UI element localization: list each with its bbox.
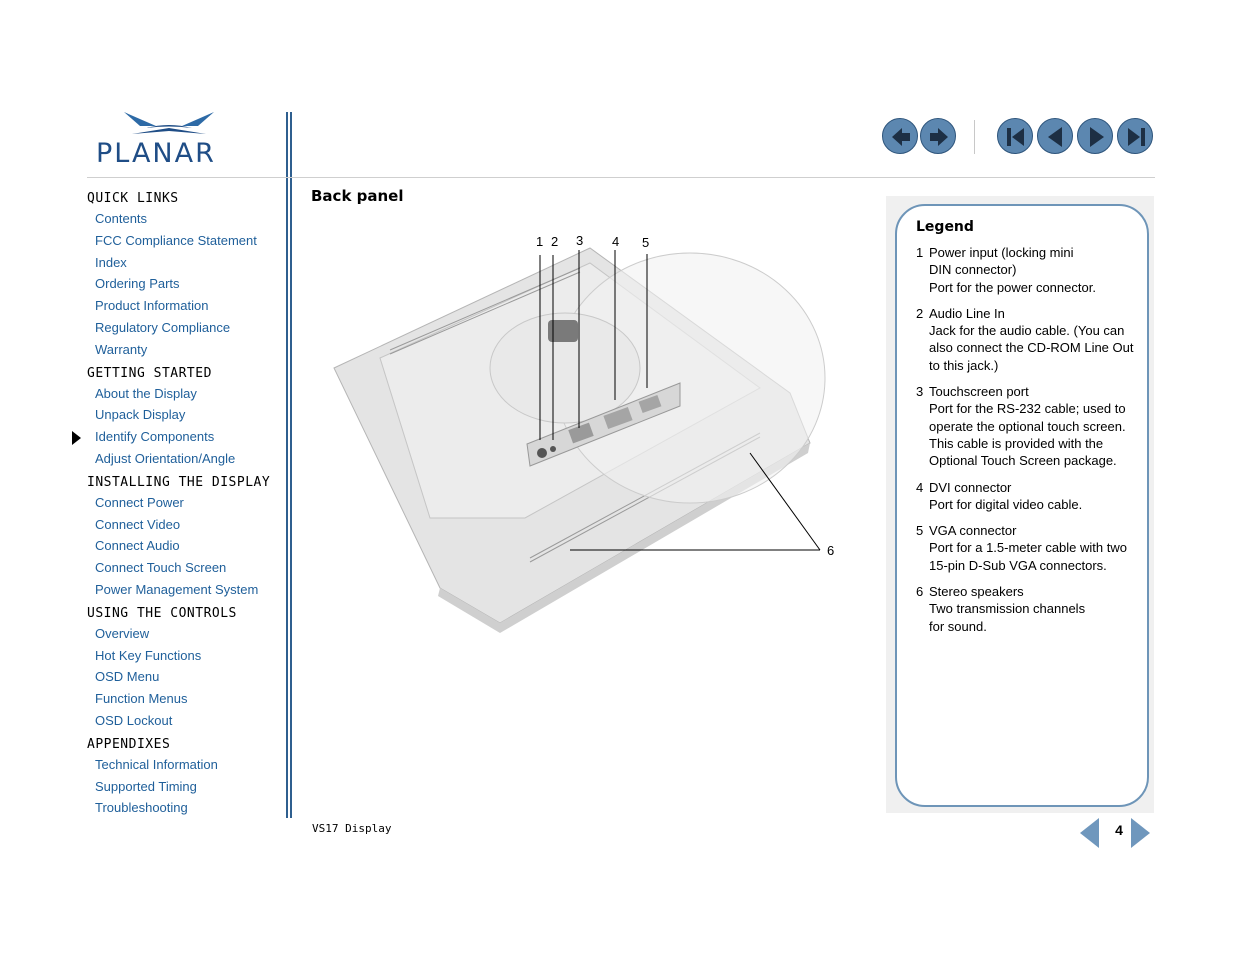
sidebar-divider-inner [290,112,292,818]
sidebar-divider [286,112,288,818]
legend-item-number: 1 [916,245,924,260]
header-divider [87,177,1155,178]
planar-logo [96,108,250,168]
sidebar-section-installing [87,474,282,601]
legend-item-number: 4 [916,479,924,495]
sidebar-link-hot-keys[interactable]: Hot Key Functions [95,647,202,663]
sidebar-link-identify-components[interactable]: Identify Components [95,429,215,445]
previous-page-button[interactable] [1037,118,1073,154]
sidebar-link-warranty[interactable]: Warranty [95,341,148,357]
sidebar-link-product-info[interactable]: Product Information [95,298,209,314]
sidebar-link-connect-audio[interactable]: Connect Audio [95,538,180,554]
sidebar-link-power-mgmt[interactable]: Power Management System [95,581,259,597]
back-panel-figure [320,228,850,638]
last-page-button[interactable] [1117,118,1153,154]
legend-item-desc: Port for the power connector. [929,279,1096,295]
legend-item-number: 2 [916,305,924,321]
sidebar-link-connect-video[interactable]: Connect Video [95,516,181,532]
section-title: USING THE CONTROLS [87,605,237,621]
footer-doc-title: VS17 Display [312,822,392,835]
nav-separator [974,120,975,154]
monitor-back-illustration [320,228,850,638]
sidebar-link-about-display[interactable]: About the Display [95,385,197,401]
legend-item-heading: Touchscreen port [929,384,1029,400]
sidebar-link-osd-menu[interactable]: OSD Menu [95,669,160,685]
legend-item-heading: Stereo speakers [929,584,1024,600]
right-arrow-icon [921,119,957,155]
sidebar-link-technical-info[interactable]: Technical Information [95,756,218,772]
history-back-button[interactable] [882,118,918,154]
legend-item [916,305,1138,374]
legend-item-desc: Port for the RS-232 cable; used to operate the optional touch screen. This cable is provided with the Optional Touch Screen package. [929,401,1126,469]
next-page-button[interactable] [1077,118,1113,154]
sidebar-link-fcc[interactable]: FCC Compliance Statement [95,232,257,248]
legend-item-number: 3 [916,384,924,400]
first-page-icon [998,119,1034,155]
sidebar-link-regulatory[interactable]: Regulatory Compliance [95,319,231,335]
first-page-button[interactable] [997,118,1033,154]
page-title: Back panel [311,187,404,205]
logo-mark-icon [96,108,250,140]
legend-list [916,244,1138,644]
sidebar [87,190,282,823]
legend-item-number: 5 [916,523,924,539]
sidebar-link-unpack[interactable]: Unpack Display [95,407,186,423]
legend-item [916,583,1138,635]
callout-6: 6 [827,543,835,558]
sidebar-link-index[interactable]: Index [95,254,127,270]
page-number: 4 [1115,822,1123,838]
callout-1: 1 [536,234,544,249]
legend-item [916,522,1138,574]
sidebar-link-overview[interactable]: Overview [95,625,150,641]
legend-item-desc: for sound. [929,618,987,634]
callout-3: 3 [576,233,584,248]
current-page-marker-icon [72,431,81,445]
sidebar-link-function-menus[interactable]: Function Menus [95,691,188,707]
legend-item-heading: VGA connector [929,523,1017,539]
section-title: GETTING STARTED [87,365,212,381]
previous-page-icon [1038,119,1074,155]
legend-item-number: 6 [916,584,924,600]
sidebar-section-quick-links [87,190,282,361]
history-forward-button[interactable] [920,118,956,154]
page-next-arrow-icon[interactable] [1131,818,1150,848]
section-title: INSTALLING THE DISPLAY [87,474,271,490]
sidebar-link-supported-timing[interactable]: Supported Timing [95,778,197,794]
legend-item-desc: DIN connector) [929,262,1017,278]
last-page-icon [1118,119,1154,155]
legend-item-heading: DVI connector [929,479,1012,495]
sidebar-link-contents[interactable]: Contents [95,211,148,226]
legend-item [916,244,1138,296]
sidebar-link-osd-lockout[interactable]: OSD Lockout [95,712,173,728]
legend-item-desc: Port for digital video cable. [929,496,1083,512]
sidebar-section-controls [87,605,282,732]
callout-2: 2 [551,234,559,249]
callout-5: 5 [642,235,650,250]
left-arrow-icon [883,119,919,155]
section-title: APPENDIXES [87,736,171,752]
legend-item-desc: Jack for the audio cable. (You can also connect the CD-ROM Line Out to this jack.) [929,323,1134,373]
logo-text: PLANAR [96,138,216,169]
sidebar-link-adjust-orientation[interactable]: Adjust Orientation/Angle [95,450,236,466]
section-title: QUICK LINKS [87,191,179,206]
sidebar-link-ordering-parts[interactable]: Ordering Parts [95,276,180,292]
legend-item [916,383,1138,469]
sidebar-section-getting-started [87,365,282,470]
next-page-icon [1078,119,1114,155]
sidebar-section-appendixes [87,736,282,819]
sidebar-link-connect-power[interactable]: Connect Power [95,494,184,510]
legend-item-heading: Audio Line In [929,305,1005,321]
legend-item [916,479,1138,514]
callout-4: 4 [612,234,620,249]
legend-title: Legend [916,219,974,235]
sidebar-link-connect-touch[interactable]: Connect Touch Screen [95,560,227,576]
legend-item-desc: Port for a 1.5-meter cable with two 15-pin D-Sub VGA connectors. [929,540,1127,573]
legend-item-desc: Two transmission channels [929,601,1086,617]
legend-item-heading: Power input (locking mini [929,245,1074,260]
page-prev-arrow-icon[interactable] [1080,818,1099,848]
sidebar-link-troubleshooting[interactable]: Troubleshooting [95,800,188,816]
